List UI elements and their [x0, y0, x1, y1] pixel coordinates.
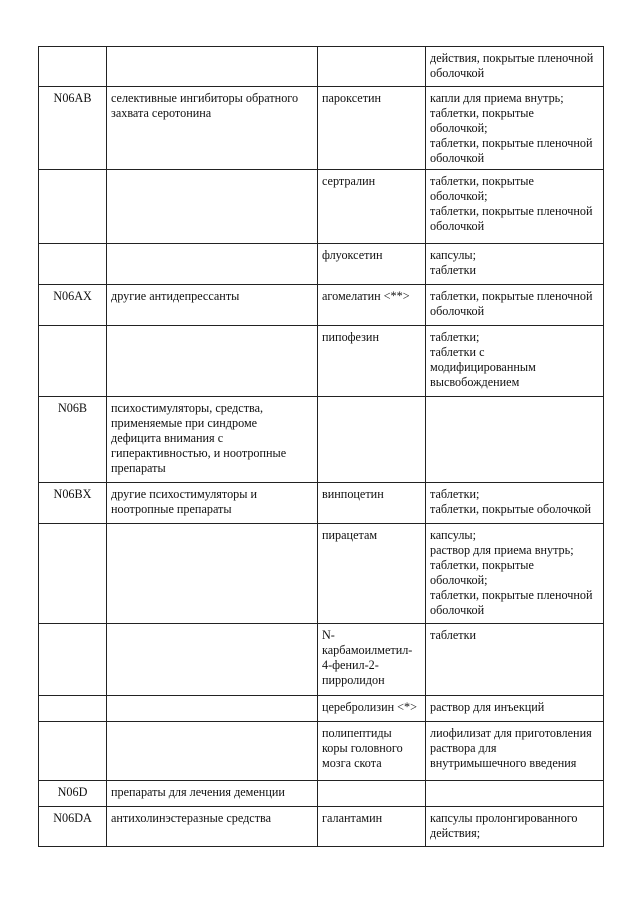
atc-code-cell: N06AB	[39, 87, 107, 170]
atc-code-cell	[39, 524, 107, 624]
dosage-form-cell: действия, покрытые пленочной оболочкой	[426, 47, 604, 87]
table-row	[39, 781, 604, 807]
table-row	[39, 524, 604, 624]
table-row	[39, 47, 604, 87]
group-name-cell	[107, 722, 318, 781]
dosage-form-cell: таблетки; таблетки, покрытые оболочкой	[426, 483, 604, 524]
dosage-form-cell: таблетки; таблетки с модифицированным высвобождением	[426, 326, 604, 397]
group-name-cell	[107, 624, 318, 696]
atc-code-cell: N06DA	[39, 807, 107, 847]
group-name-cell: препараты для лечения деменции	[107, 781, 318, 807]
table-row	[39, 807, 604, 847]
atc-code-cell: N06B	[39, 397, 107, 483]
drug-name-cell: агомелатин <**>	[318, 285, 426, 326]
dosage-form-cell: таблетки	[426, 624, 604, 696]
table-row	[39, 696, 604, 722]
dosage-form-cell: таблетки, покрытые оболочкой; таблетки, покрытые пленочной оболочкой	[426, 170, 604, 244]
drug-name-cell: церебролизин <*>	[318, 696, 426, 722]
drug-name-cell: сертралин	[318, 170, 426, 244]
atc-code-cell	[39, 47, 107, 87]
atc-code-cell	[39, 244, 107, 285]
atc-code-cell	[39, 722, 107, 781]
dosage-form-cell: капсулы; таблетки	[426, 244, 604, 285]
group-name-cell	[107, 47, 318, 87]
dosage-form-cell	[426, 781, 604, 807]
drug-name-cell	[318, 781, 426, 807]
group-name-cell	[107, 170, 318, 244]
dosage-form-cell: раствор для инъекций	[426, 696, 604, 722]
dosage-form-cell: капсулы; раствор для приема внутрь; таблетки, покрытые оболочкой; таблетки, покрытые пленочной оболочкой	[426, 524, 604, 624]
atc-code-cell	[39, 326, 107, 397]
table-row	[39, 285, 604, 326]
atc-code-cell	[39, 696, 107, 722]
group-name-cell: другие психостимуляторы и ноотропные препараты	[107, 483, 318, 524]
drug-name-cell: винпоцетин	[318, 483, 426, 524]
table-row	[39, 170, 604, 244]
table-row	[39, 87, 604, 170]
drug-name-cell: галантамин	[318, 807, 426, 847]
medication-table	[38, 46, 604, 847]
group-name-cell	[107, 244, 318, 285]
drug-name-cell: флуоксетин	[318, 244, 426, 285]
group-name-cell: антихолинэстеразные средства	[107, 807, 318, 847]
table-row	[39, 483, 604, 524]
drug-name-cell	[318, 47, 426, 87]
table-row	[39, 326, 604, 397]
drug-name-cell: полипептиды коры головного мозга скота	[318, 722, 426, 781]
group-name-cell: психостимуляторы, средства, применяемые при синдроме дефицита внимания с гиперактивностью, и ноотропные препараты	[107, 397, 318, 483]
table-row	[39, 624, 604, 696]
drug-name-cell: N- карбамоилметил- 4-фенил-2- пирролидон	[318, 624, 426, 696]
dosage-form-cell: капли для приема внутрь; таблетки, покрытые оболочкой; таблетки, покрытые пленочной оболочкой	[426, 87, 604, 170]
group-name-cell	[107, 696, 318, 722]
drug-name-cell: пипофезин	[318, 326, 426, 397]
atc-code-cell: N06AX	[39, 285, 107, 326]
atc-code-cell	[39, 170, 107, 244]
dosage-form-cell: таблетки, покрытые пленочной оболочкой	[426, 285, 604, 326]
atc-code-cell: N06BX	[39, 483, 107, 524]
dosage-form-cell: капсулы пролонгированного действия;	[426, 807, 604, 847]
group-name-cell: другие антидепрессанты	[107, 285, 318, 326]
table-row	[39, 397, 604, 483]
drug-name-cell: пароксетин	[318, 87, 426, 170]
drug-name-cell: пирацетам	[318, 524, 426, 624]
dosage-form-cell: лиофилизат для приготовления раствора для внутримышечного введения	[426, 722, 604, 781]
group-name-cell	[107, 326, 318, 397]
atc-code-cell	[39, 624, 107, 696]
atc-code-cell: N06D	[39, 781, 107, 807]
group-name-cell	[107, 524, 318, 624]
group-name-cell: селективные ингибиторы обратного захвата серотонина	[107, 87, 318, 170]
table-row	[39, 244, 604, 285]
table-row	[39, 722, 604, 781]
dosage-form-cell	[426, 397, 604, 483]
drug-name-cell	[318, 397, 426, 483]
